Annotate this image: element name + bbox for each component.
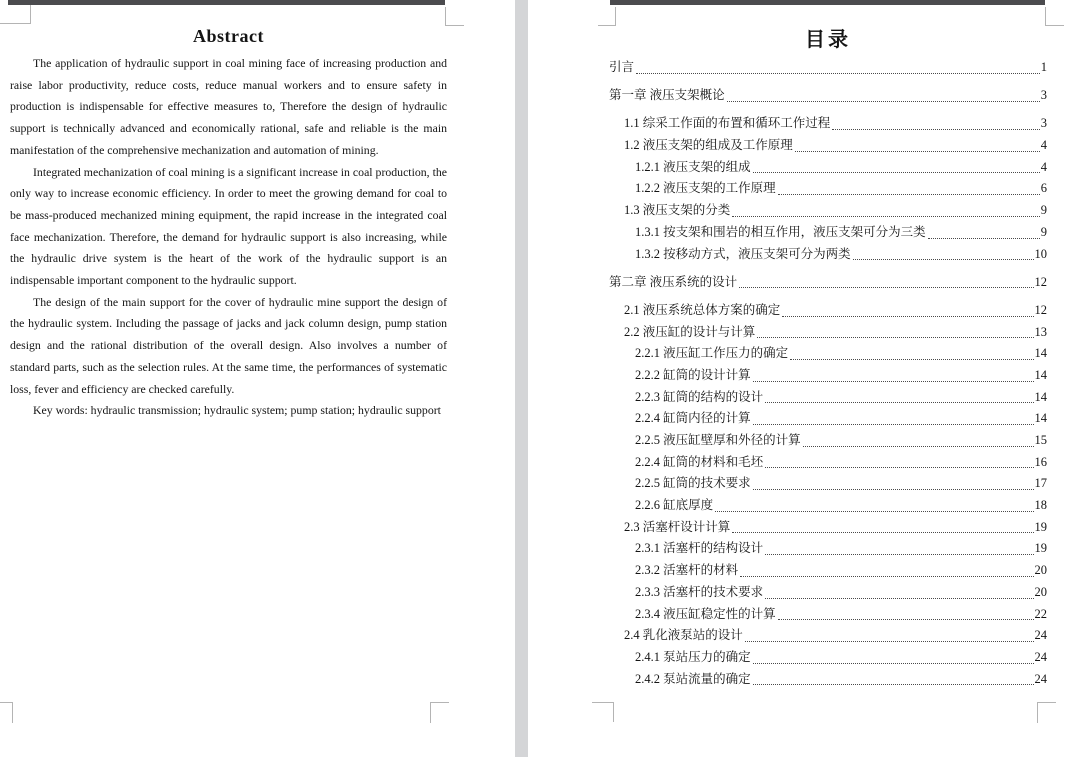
toc-entry-label: 2.2 液压缸的设计与计算	[624, 324, 756, 339]
toc-leader-dots	[803, 446, 1034, 447]
toc-page-number: 6	[1040, 181, 1047, 196]
toc-leader-dots	[778, 619, 1034, 620]
margin-corner-mark-top-left	[0, 5, 31, 24]
toc-entry[interactable]	[528, 430, 1047, 452]
toc-leader-dots	[765, 554, 1033, 555]
toc-page-number: 19	[1034, 519, 1047, 534]
toc-leader-dots	[740, 576, 1033, 577]
toc-entry[interactable]	[528, 538, 1047, 560]
toc-entry-label: 第二章 液压系统的设计	[609, 274, 738, 289]
toc-entry[interactable]	[528, 387, 1047, 409]
toc-leader-dots	[765, 598, 1033, 599]
margin-corner-mark-bottom-left	[0, 702, 13, 723]
toc-entry[interactable]	[528, 272, 1047, 294]
toc-entry[interactable]	[528, 408, 1047, 430]
toc-page-number: 12	[1034, 274, 1047, 289]
toc-leader-dots	[778, 194, 1040, 195]
toc-leader-dots	[753, 172, 1040, 173]
toc-entry[interactable]	[528, 300, 1047, 322]
margin-corner-mark-bottom-left	[592, 702, 614, 722]
toc-entry-label: 2.4 乳化液泵站的设计	[624, 628, 743, 643]
toc-entry[interactable]	[528, 322, 1047, 344]
toc-entry-label: 第一章 液压支架概论	[609, 88, 725, 103]
toc-page-number: 4	[1040, 159, 1047, 174]
margin-corner-mark-bottom-right	[430, 702, 449, 723]
toc-leader-dots	[739, 287, 1033, 288]
toc-entry-label: 2.1 液压系统总体方案的确定	[624, 302, 781, 317]
toc-entry[interactable]	[528, 365, 1047, 387]
toc-entry[interactable]	[528, 517, 1047, 539]
toc-page-number: 9	[1040, 203, 1047, 218]
toc-entry[interactable]	[528, 113, 1047, 135]
margin-corner-mark-bottom-right	[1037, 702, 1056, 723]
toc-entry-label: 2.2.3 缸筒的结构的设计	[635, 389, 764, 404]
toc-entry-label: 2.2.4 缸筒的材料和毛坯	[635, 454, 764, 469]
toc-entry-label: 1.1 综采工作面的布置和循环工作过程	[624, 116, 831, 131]
toc-page-number: 14	[1034, 389, 1047, 404]
abstract-title: Abstract	[193, 26, 264, 46]
toc-entry[interactable]	[528, 560, 1047, 582]
toc-leader-dots	[636, 73, 1040, 74]
toc-entry-label: 引言	[609, 60, 635, 74]
toc-page-number: 24	[1034, 649, 1047, 664]
toc-leader-dots	[757, 337, 1033, 338]
toc-entry-label: 1.2.2 液压支架的工作原理	[635, 181, 776, 196]
toc-leader-dots	[745, 641, 1034, 642]
toc-leader-dots	[715, 511, 1033, 512]
toc-entry[interactable]	[528, 200, 1047, 222]
toc-entry[interactable]	[528, 495, 1047, 517]
toc-leader-dots	[832, 129, 1039, 130]
toc-leader-dots	[765, 467, 1033, 468]
toc-leader-dots	[782, 316, 1033, 317]
toc-page-number: 20	[1034, 563, 1047, 578]
toc-page-number: 16	[1034, 454, 1047, 469]
toc-entry[interactable]	[528, 343, 1047, 365]
toc-entry-label: 2.2.5 缸筒的技术要求	[635, 476, 751, 491]
abstract-paragraph: The application of hydraulic support in coal mining face of increasing production and raise labor productivity, reduce costs, reduce manual workers and to ensure safety in production is indispensable for effective measures to, Therefore the design of hydraulic support is technically advanced and economically rational, safe and reliable is the main manifestation of the comprehensive mechanization and automation of mining.	[10, 56, 447, 157]
toc-entry[interactable]	[528, 604, 1047, 626]
toc-leader-dots	[732, 532, 1033, 533]
toc-page-number: 15	[1034, 433, 1047, 447]
abstract-paragraph: Key words: hydraulic transmission; hydraulic system; pump station; hydraulic support	[33, 403, 441, 418]
toc-page-number: 13	[1034, 324, 1047, 339]
toc-entry-label: 1.3.1 按支架和围岩的相互作用，液压支架可分为三类	[635, 224, 926, 239]
toc-page-number: 24	[1034, 671, 1047, 686]
toc-leader-dots	[727, 101, 1040, 102]
toc-entry[interactable]	[528, 222, 1047, 244]
toc-page-number: 22	[1034, 606, 1047, 621]
abstract-paragraphs	[10, 53, 447, 422]
page-top-edge-shadow	[8, 0, 445, 5]
page-top-edge-shadow	[610, 0, 1045, 5]
toc-entry-label: 2.2.1 液压缸工作压力的确定	[635, 346, 789, 361]
margin-corner-mark-top-right	[445, 7, 464, 26]
toc-leader-dots	[765, 402, 1033, 403]
toc-entry-label: 2.3.1 活塞杆的结构设计	[635, 541, 764, 556]
toc-entry[interactable]	[528, 57, 1047, 79]
toc-entry[interactable]	[528, 135, 1047, 157]
toc-page-number: 10	[1034, 246, 1047, 261]
toc-entry-label: 2.2.4 缸筒内径的计算	[635, 411, 751, 426]
toc-entry[interactable]	[528, 178, 1047, 200]
abstract-paragraph: Integrated mechanization of coal mining is a significant increase in coal production, the only way to increase economic efficiency. In order to meet the growing demand for coal to be mass-produced mechanized mining equipment, the rapid increase in the integrated coal face mechanization. Therefore, the demand for hydraulic support is also increasing, while the hydraulic drive system is the heart of the work of the hydraulic support is an indispensable important component to the hydraulic support.	[10, 164, 447, 288]
toc-entry[interactable]	[528, 582, 1047, 604]
toc-page-number: 4	[1040, 138, 1047, 153]
toc-leader-dots	[753, 424, 1034, 425]
toc-entry-label: 2.2.6 缸底厚度	[635, 498, 714, 513]
toc-page-number: 14	[1034, 346, 1047, 361]
toc-page-number: 9	[1040, 224, 1047, 239]
toc-entry[interactable]	[528, 647, 1047, 669]
toc-page-number: 20	[1034, 584, 1047, 599]
toc-page-number: 12	[1034, 302, 1047, 317]
toc-entry-label: 2.3.2 活塞杆的材料	[635, 563, 739, 578]
toc-leader-dots	[753, 381, 1034, 382]
toc-entry-label: 1.2 液压支架的组成及工作原理	[624, 138, 793, 153]
toc-leader-dots	[928, 238, 1040, 239]
toc-entry-label: 1.2.1 液压支架的组成	[635, 159, 751, 174]
toc-entry-label: 2.4.1 泵站压力的确定	[635, 649, 751, 664]
toc-page-number: 17	[1034, 476, 1047, 491]
toc-leader-dots	[790, 359, 1033, 360]
toc-leader-dots	[795, 151, 1040, 152]
toc-page-number: 1	[1040, 60, 1047, 74]
toc-entry-label: 2.2.2 缸筒的设计计算	[635, 367, 751, 382]
toc-page-number: 19	[1034, 541, 1047, 556]
toc-page-number: 3	[1040, 88, 1047, 103]
toc-leader-dots	[732, 216, 1039, 217]
toc-page-number: 14	[1034, 367, 1047, 382]
toc-leader-dots	[853, 259, 1034, 260]
toc-entry-label: 2.3.3 活塞杆的技术要求	[635, 584, 764, 599]
toc-entry[interactable]	[528, 669, 1047, 691]
toc-entry[interactable]	[528, 157, 1047, 179]
toc-entry-label: 2.3 活塞杆设计计算	[624, 519, 731, 534]
toc-entry-label: 2.3.4 液压缸稳定性的计算	[635, 606, 776, 621]
toc-page-number: 14	[1034, 411, 1047, 426]
abstract-page[interactable]	[0, 0, 515, 757]
toc-entry-label: 1.3 液压支架的分类	[624, 203, 731, 218]
toc-leader-dots	[753, 489, 1034, 490]
abstract-paragraph: The design of the main support for the cover of hydraulic mine support the design of the hydraulic system. Including the passage of jacks and jack column design, pump station design and the rational distribution of the overall design. Also involves a number of standard parts, such as the selection rules. At the same time, the performances of systematic loss, fever and efficiency are checked carefully.	[10, 294, 447, 396]
toc-page-number: 18	[1034, 498, 1047, 513]
toc-entry-label: 2.2.5 液压缸壁厚和外径的计算	[635, 433, 801, 447]
margin-corner-mark-top-right	[1045, 7, 1064, 26]
toc-entry-label: 2.4.2 泵站流量的确定	[635, 671, 751, 686]
toc-page-number: 24	[1034, 628, 1047, 643]
toc-list	[528, 57, 1047, 690]
toc-entry[interactable]	[528, 625, 1047, 647]
toc-page-number: 3	[1040, 116, 1047, 131]
toc-entry[interactable]	[528, 452, 1047, 474]
toc-entry[interactable]	[528, 85, 1047, 107]
toc-entry[interactable]	[528, 244, 1047, 266]
toc-leader-dots	[753, 663, 1034, 664]
toc-entry[interactable]	[528, 473, 1047, 495]
toc-page[interactable]	[528, 0, 1074, 757]
toc-leader-dots	[753, 684, 1034, 685]
toc-title: 目录	[805, 29, 851, 51]
toc-entry-label: 1.3.2 按移动方式，液压支架可分为两类	[635, 246, 851, 261]
